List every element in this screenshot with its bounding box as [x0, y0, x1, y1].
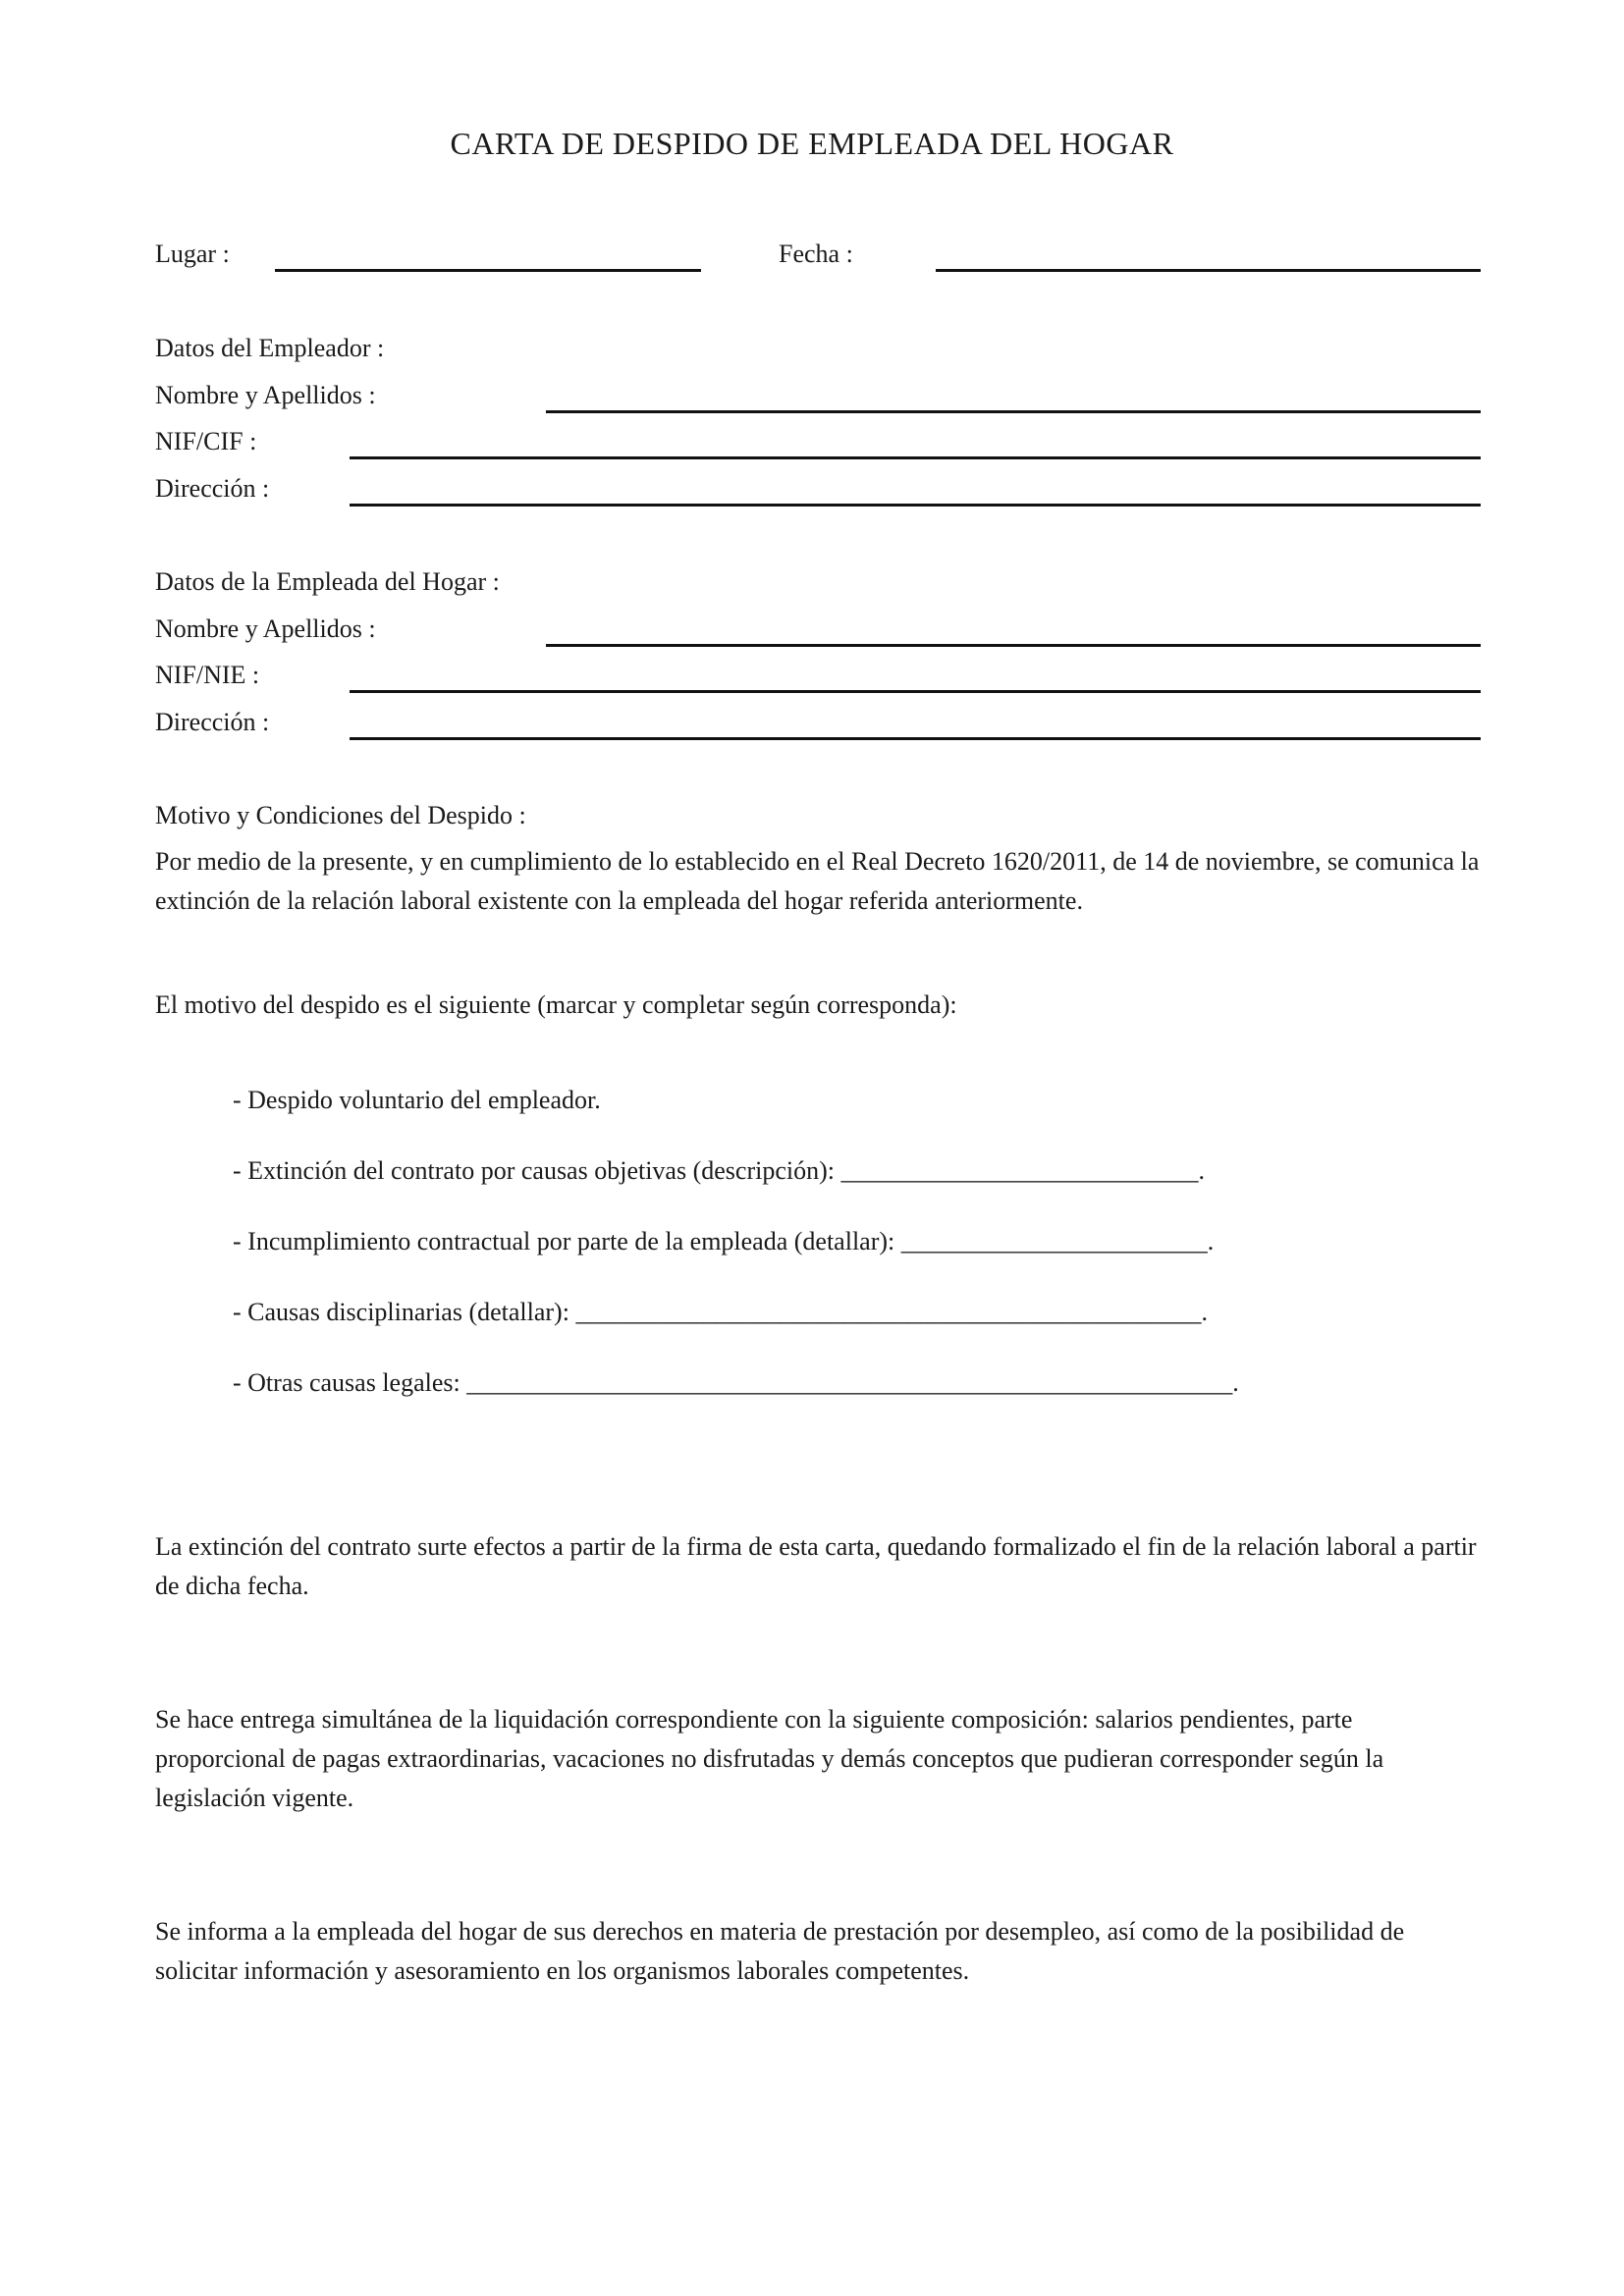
employer-name-line[interactable]	[546, 410, 1481, 413]
employee-address-label: Dirección :	[155, 708, 270, 736]
reasons-intro: Por medio de la presente, y en cumplimiento de lo establecido en el Real Decreto 1620/2011, de 14 de noviembre, se comunica la extinción de la relación laboral existente con la empleada del hogar referida anteriormente.	[155, 847, 1480, 915]
employer-id-line[interactable]	[350, 456, 1481, 459]
lugar-field-line[interactable]	[275, 269, 701, 272]
employer-heading: Datos del Empleador :	[155, 334, 385, 362]
employer-name-label: Nombre y Apellidos :	[155, 381, 376, 409]
reasons-lead: El motivo del despido es el siguiente (marcar y completar según corresponda):	[155, 990, 957, 1019]
reason-item[interactable]: - Incumplimiento contractual por parte de la empleada (detallar): ________________________.	[233, 1227, 1215, 1255]
fecha-field-line[interactable]	[936, 269, 1481, 272]
lugar-label: Lugar :	[155, 240, 230, 268]
employee-id-label: NIF/NIE :	[155, 661, 260, 689]
reasons-heading: Motivo y Condiciones del Despido :	[155, 801, 526, 829]
reason-item[interactable]: - Extinción del contrato por causas objetivas (descripción): ____________________________.	[233, 1156, 1205, 1185]
employee-name-label: Nombre y Apellidos :	[155, 614, 376, 643]
document-title: CARTA DE DESPIDO DE EMPLEADA DEL HOGAR	[450, 126, 1174, 161]
employee-name-line[interactable]	[546, 644, 1481, 647]
employee-address-line[interactable]	[350, 737, 1481, 740]
reason-item[interactable]: - Otras causas legales: ____________________________________________________________.	[233, 1368, 1239, 1397]
employee-id-line[interactable]	[350, 690, 1481, 693]
effect-paragraph: La extinción del contrato surte efectos a partir de la firma de esta carta, quedando formalizado el fin de la relación laboral a partir de dicha fecha.	[155, 1532, 1477, 1600]
employee-heading: Datos de la Empleada del Hogar :	[155, 567, 500, 596]
employer-address-label: Dirección :	[155, 474, 270, 503]
reason-item[interactable]: - Causas disciplinarias (detallar): _________________________________________________.	[233, 1298, 1208, 1326]
reason-item: - Despido voluntario del empleador.	[233, 1086, 601, 1114]
employer-address-line[interactable]	[350, 504, 1481, 507]
settlement-paragraph: Se hace entrega simultánea de la liquidación correspondiente con la siguiente composición: salarios pendientes, parte proporcional de pagas extraordinarias, vacaciones no disfrutadas y demás conceptos que pudieran corresponder según la legislación vigente.	[155, 1705, 1384, 1812]
fecha-label: Fecha :	[779, 240, 853, 268]
employer-id-label: NIF/CIF :	[155, 427, 257, 455]
rights-paragraph: Se informa a la empleada del hogar de sus derechos en materia de prestación por desempleo, así como de la posibilidad de solicitar información y asesoramiento en los organismos laborales competentes.	[155, 1917, 1405, 1985]
